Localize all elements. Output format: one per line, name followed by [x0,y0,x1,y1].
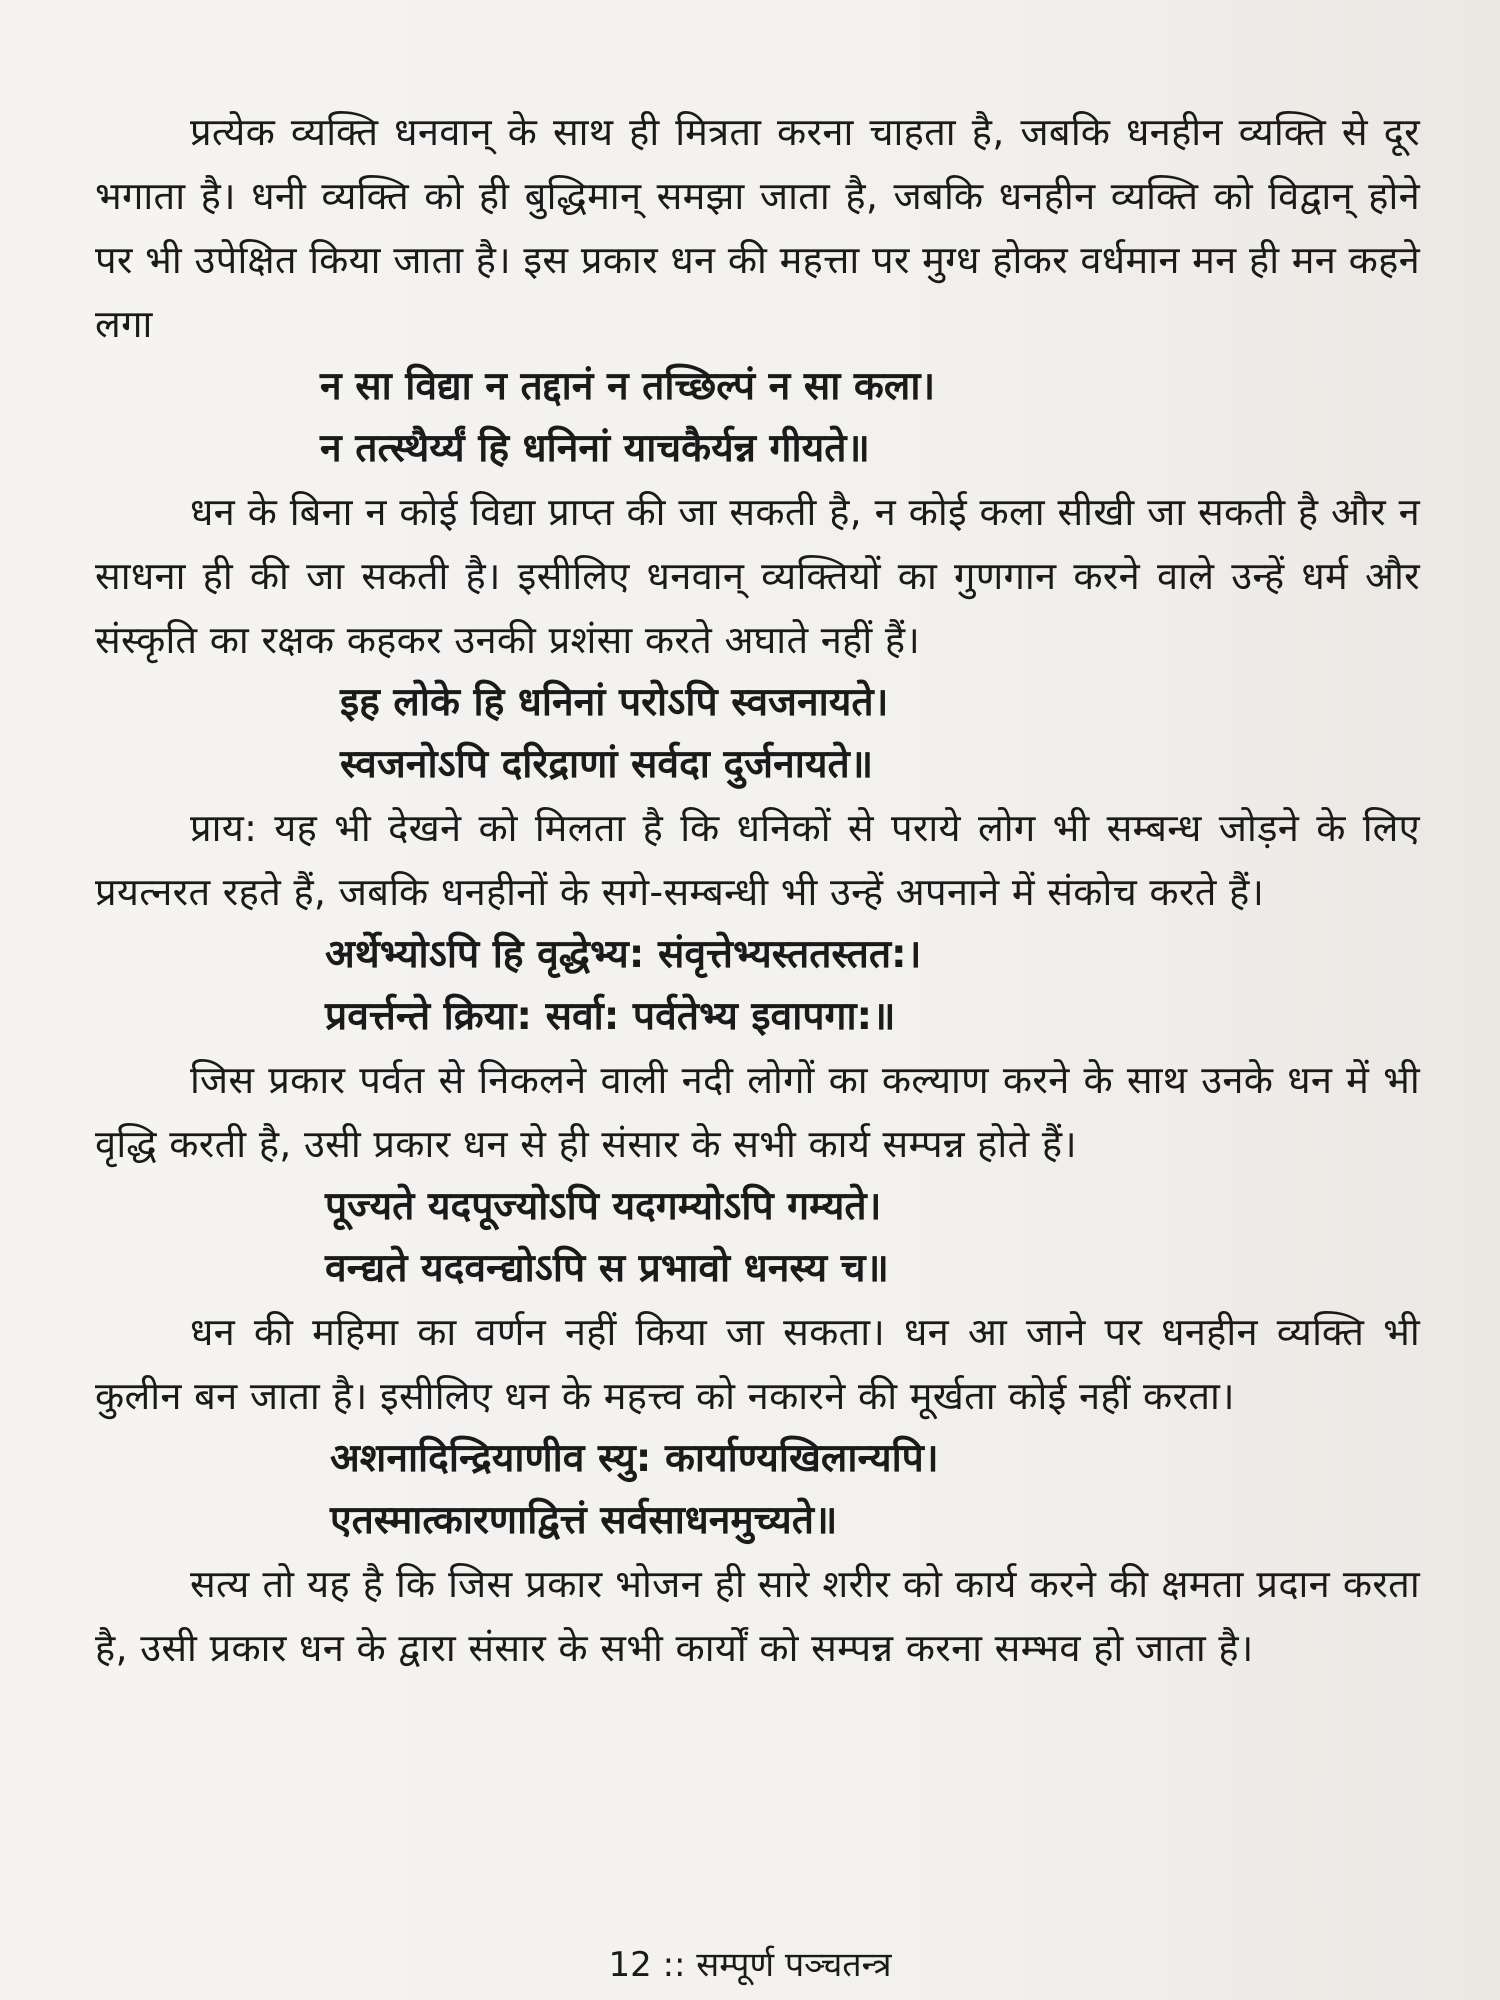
verse-line: प्रवर्त्तन्ते क्रिया: सर्वा: पर्वतेभ्य इवापगा:॥ [325,994,896,1039]
verse [95,1428,1420,1552]
paragraph: धन की महिमा का वर्णन नहीं किया जा सकता। धन आ जाने पर धनहीन व्यक्ति भी कुलीन बन जाता है। इसीलिए धन के महत्त्व को नकारने की मूर्खता कोई नहीं करता। [95,1310,1420,1418]
paragraph: धन के बिना न कोई विद्या प्राप्त की जा सकती है, न कोई कला सीखी जा सकती है और न साधना ही की जा सकती है। इसीलिए धनवान् व्यक्तियों का गुणगान करने वाले उन्हें धर्म और संस्कृति का रक्षक कहकर उनकी प्रशंसा करते अघाते नहीं हैं। [95,490,1420,662]
verse [95,924,1420,1048]
verse-line: अशनादिन्द्रियाणीव स्यु: कार्याण्यखिलान्यपि। [330,1436,939,1481]
verse-line: पूज्यते यदपूज्योऽपि यदगम्योऽपि गम्यते। [325,1184,882,1229]
page-content [95,100,1420,1680]
page-footer [0,1945,1500,1985]
paragraph: प्रत्येक व्यक्ति धनवान् के साथ ही मित्रता करना चाहता है, जबकि धनहीन व्यक्ति से दूर भगाता है। धनी व्यक्ति को ही बुद्धिमान् समझा जाता है, जबकि धनहीन व्यक्ति को विद्वान् होने पर भी उपेक्षित किया जाता है। इस प्रकार धन की महत्ता पर मुग्ध होकर वर्धमान मन ही मन कहने लगा [95,110,1420,346]
verse-line: न सा विद्या न तद्दानं न तच्छिल्पं न सा कला। [320,364,936,409]
page-number: 12 [608,1945,652,1985]
verse-line: इह लोके हि धनिनां परोऽपि स्वजनायते। [340,680,889,725]
verse-line: अर्थेभ्योऽपि हि वृद्धेभ्य: संवृत्तेभ्यस्ततस्तत:। [325,932,922,977]
paragraph: प्राय: यह भी देखने को मिलता है कि धनिकों से पराये लोग भी सम्बन्ध जोड़ने के लिए प्रयत्नरत रहते हैं, जबकि धनहीनों के सगे-सम्बन्धी भी उन्हें अपनाने में संकोच करते हैं। [95,806,1420,914]
paragraph: सत्य तो यह है कि जिस प्रकार भोजन ही सारे शरीर को कार्य करने की क्षमता प्रदान करता है, उसी प्रकार धन के द्वारा संसार के सभी कार्यों को सम्पन्न करना सम्भव हो जाता है। [95,1562,1420,1670]
paragraph: जिस प्रकार पर्वत से निकलने वाली नदी लोगों का कल्याण करने के साथ उनके धन में भी वृद्धि करती है, उसी प्रकार धन से ही संसार के सभी कार्य सम्पन्न होते हैं। [95,1058,1420,1166]
verse-line: एतस्मात्कारणाद्वित्तं सर्वसाधनमुच्यते॥ [330,1498,838,1543]
verse-line: वन्द्यते यदवन्द्योऽपि स प्रभावो धनस्य च॥ [325,1246,889,1291]
verse-line: स्वजनोऽपि दरिद्राणां सर्वदा दुर्जनायते॥ [340,742,874,787]
book-title: सम्पूर्ण पञ्चतन्त्र [696,1945,892,1985]
verse [95,1176,1420,1300]
verse [95,356,1420,480]
verse-line: न तत्स्थैर्य्यं हि धनिनां याचकैर्यन्न गीयते॥ [320,426,870,471]
verse [95,672,1420,796]
footer-separator: :: [662,1945,686,1985]
